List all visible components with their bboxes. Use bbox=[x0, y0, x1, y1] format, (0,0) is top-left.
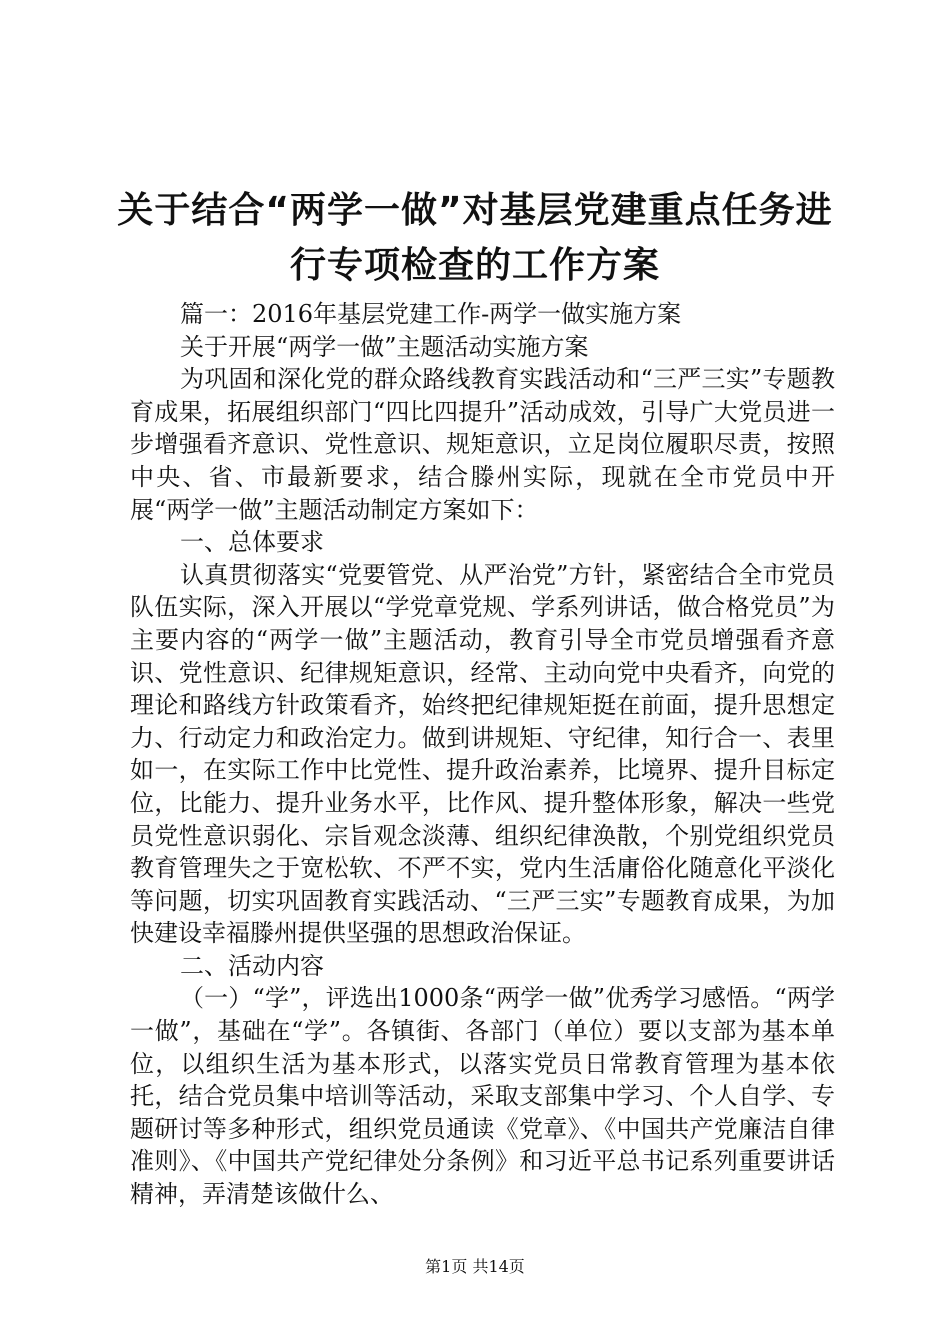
document-title-line-1: 关于结合“两学一做”对基层党建重点任务进 bbox=[117, 190, 833, 231]
paragraph-heading-activity-content: 二、活动内容 bbox=[180, 951, 324, 980]
paragraph-intro: 为巩固和深化党的群众路线教育实践活动和“三严三实”专题教育成果，拓展组织部门“四比四提升”活动成效，引导广大党员进一步增强看齐意识、党性意识、规矩意识，立足岗位履职尽责，按照中央、省、市最新要求，结合滕州实际，现就在全市党员中开展“两学一做”主题活动制定方案如下： bbox=[130, 365, 835, 524]
paragraph-section-heading: 篇一：2016年基层党建工作-两学一做实施方案 bbox=[180, 300, 682, 328]
paragraph-heading-general-requirements: 一、总体要求 bbox=[180, 528, 324, 557]
document-body bbox=[130, 298, 835, 1211]
document-title-line-2: 行专项检查的工作方案 bbox=[289, 245, 660, 286]
paragraph-plan-title: 关于开展“两学一做”主题活动实施方案 bbox=[180, 332, 589, 361]
paragraph-general-requirements: 认真贯彻落实“党要管党、从严治党”方针，紧密结合全市党员队伍实际，深入开展以“学党章党规、学系列讲话，做合格党员”为主要内容的“两学一做”主题活动，教育引导全市党员增强看齐意识、党性意识、纪律规矩意识，经常、主动向党中央看齐，向党的理论和路线方针政策看齐，始终把纪律规矩挺在前面，提升思想定力、行动定力和政治定力。做到讲规矩、守纪律，知行合一、表里如一，在实际工作中比党性、提升政治素养，比境界、提升目标定位，比能力、提升业务水平，比作风、提升整体形象，解决一些党员党性意识弱化、宗旨观念淡薄、组织纪律涣散，个别党组织党员教育管理失之于宽松软、不严不实，党内生活庸俗化随意化平淡化等问题，切实巩固教育实践活动、“三严三实”专题教育成果，为加快建设幸福滕州提供坚强的思想政治保证。 bbox=[130, 560, 835, 948]
page-footer: 第1页 共14页 bbox=[425, 1257, 525, 1276]
paragraph-activity-learn: （一）“学”，评选出1000条“两学一做”优秀学习感悟。“两学一做”，基础在“学”。各镇街、各部门（单位）要以支部为基本单位，以组织生活为基本形式，以落实党员日常教育管理为基本依托，结合党员集中培训等活动，采取支部集中学习、个人自学、专题研讨等多种形式，组织党员通读《党章》、《中国共产党廉洁自律准则》、《中国共产党纪律处分条例》和习近平总书记系列重要讲话精神，弄清楚该做什么、 bbox=[130, 984, 835, 1209]
